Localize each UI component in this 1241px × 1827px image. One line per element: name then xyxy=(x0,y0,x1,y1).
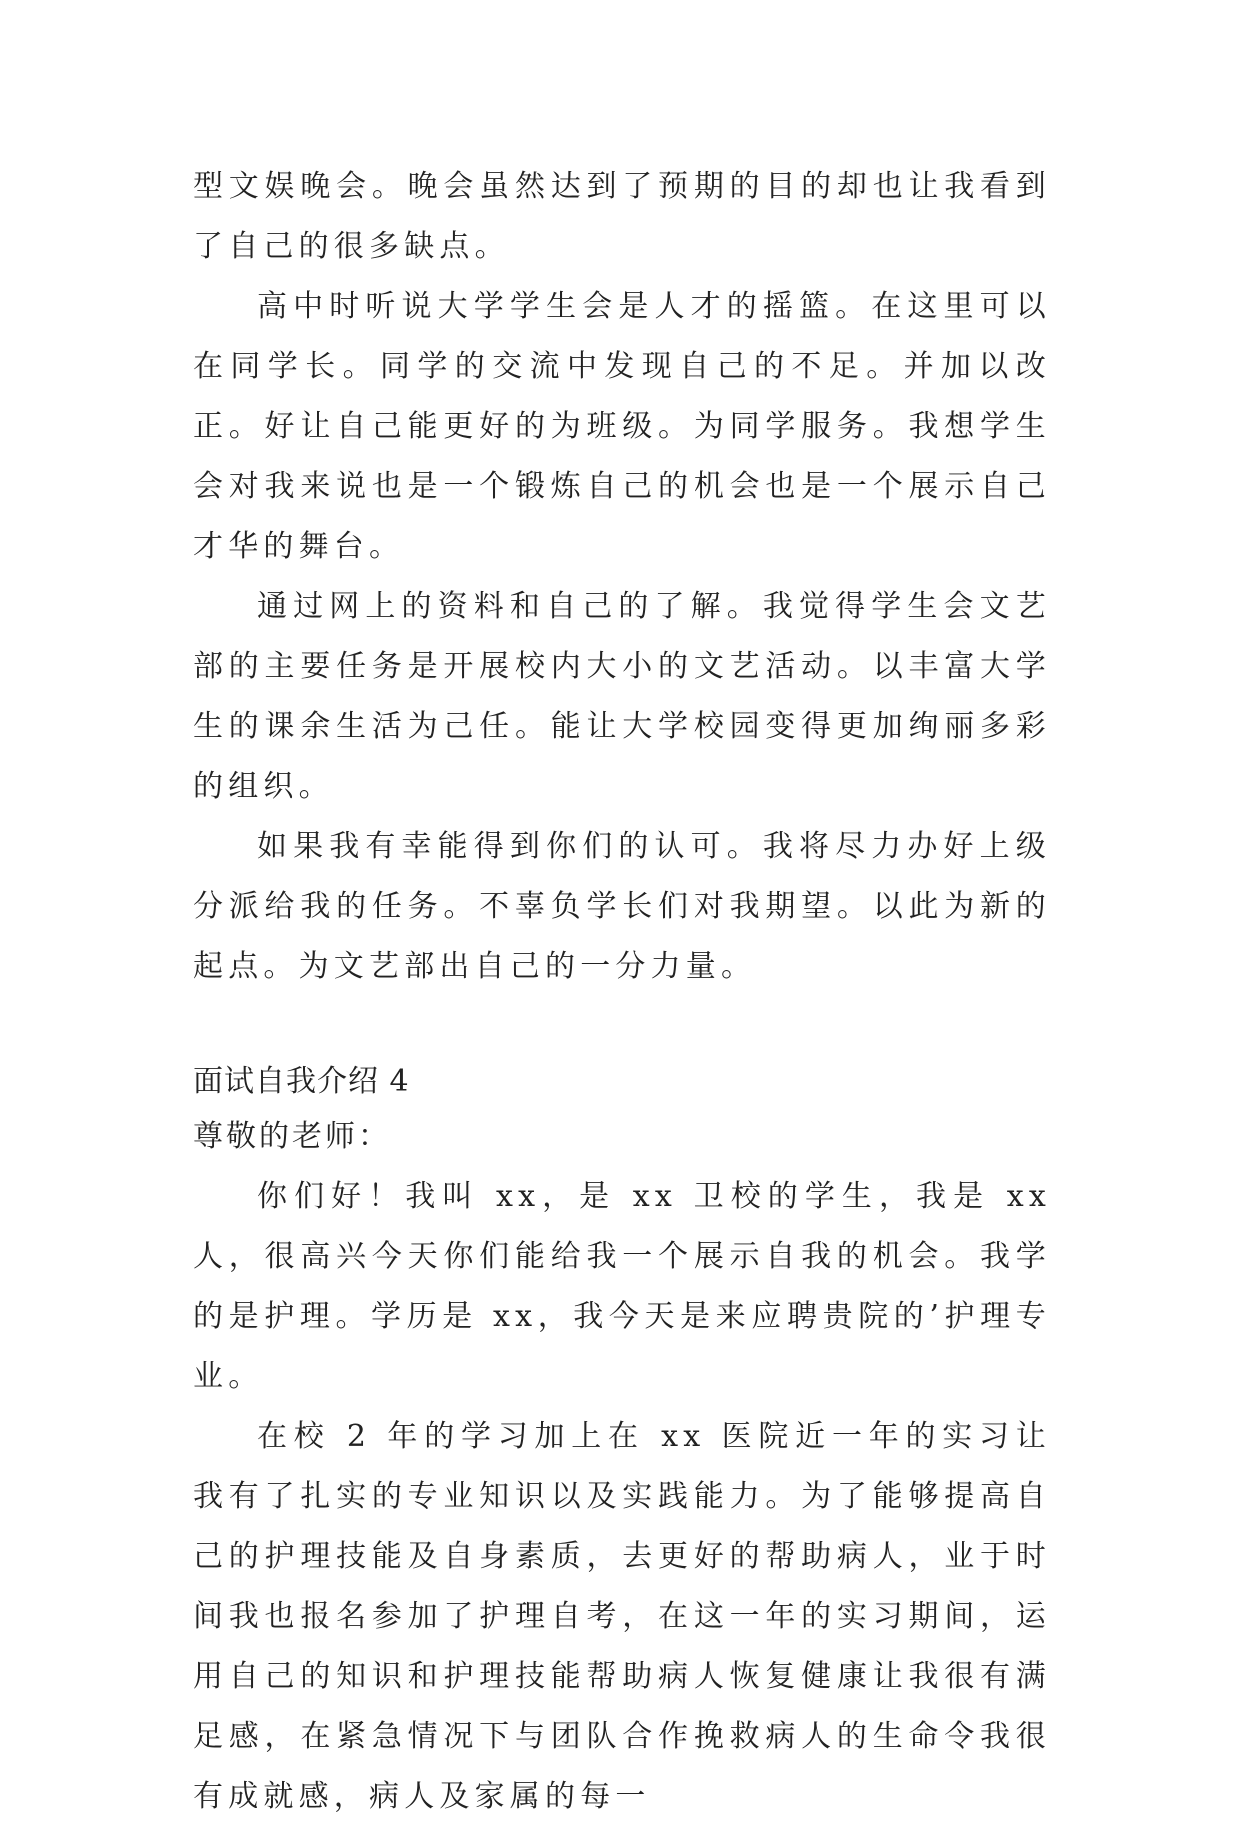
paragraph-continued: 型文娱晚会。晚会虽然达到了预期的目的却也让我看到了自己的很多缺点。 xyxy=(193,169,1051,264)
paragraph-student-union: 高中时听说大学学生会是人才的摇篮。在这里可以在同学长。同学的交流中发现自己的不足。并加以改正。好让自己能更好的为班级。为同学服务。我想学生会对我来说也是一个锻炼自己的机会也是一个展示自己才华的舞台。 xyxy=(193,289,1051,564)
section-gap xyxy=(193,997,1051,1057)
paragraph-arts-department: 通过网上的资料和自己的了解。我觉得学生会文艺部的主要任务是开展校内大小的文艺活动。以丰富大学生的课余生活为己任。能让大学校园变得更加绚丽多彩的组织。 xyxy=(193,589,1051,804)
salutation: 尊敬的老师： xyxy=(193,1119,391,1154)
paragraph-closing: 如果我有幸能得到你们的认可。我将尽力办好上级分派给我的任务。不辜负学长们对我期望。以此为新的起点。为文艺部出自己的一分力量。 xyxy=(193,829,1051,984)
paragraph-experience: 在校 2 年的学习加上在 xx 医院近一年的实习让我有了扎实的专业知识以及实践能力。为了能够提高自己的护理技能及自身素质，去更好的帮助病人，业于时间我也报名参加了护理自考，在这一年的实习期间，运用自己的知识和护理技能帮助病人恢复健康让我很有满足感，在紧急情况下与团队合作挽救病人的生命令我很有成就感，病人及家属的每一 xyxy=(193,1419,1051,1814)
section-title: 面试自我介绍 4 xyxy=(193,1064,410,1099)
document-body xyxy=(193,157,1051,1827)
paragraph-introduction: 你们好！我叫 xx，是 xx 卫校的学生，我是 xx 人，很高兴今天你们能给我一个展示自我的机会。我学的是护理。学历是 xx，我今天是来应聘贵院的’护理专业。 xyxy=(193,1179,1051,1394)
